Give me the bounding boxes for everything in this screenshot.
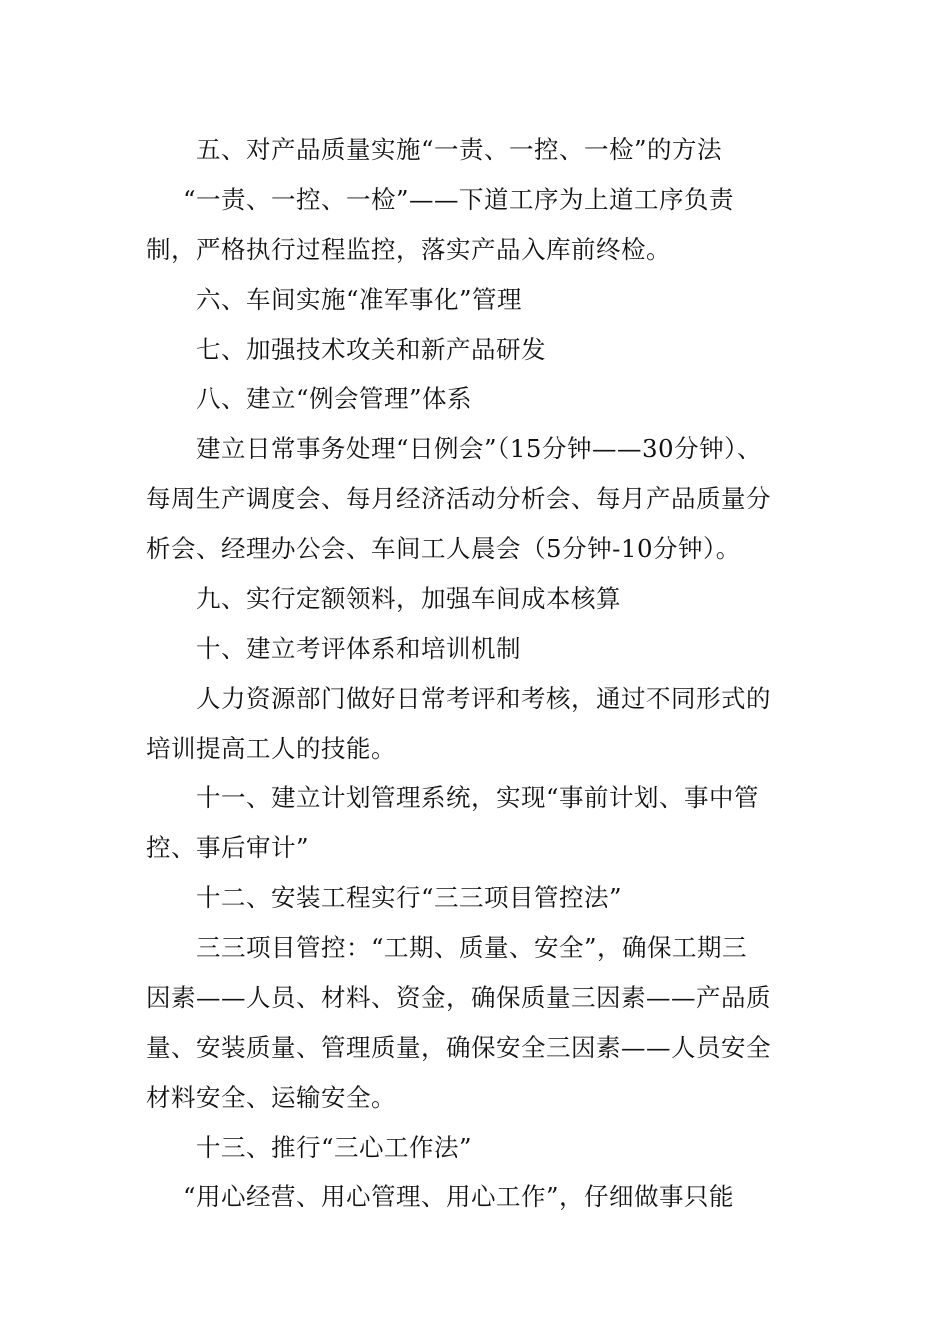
paragraph-line: 因素——人员、材料、资金，确保质量三因素——产品质 bbox=[146, 983, 771, 1012]
paragraph-line: 三三项目管控：“工期、质量、安全”，确保工期三 bbox=[196, 933, 748, 962]
paragraph-line: 每周生产调度会、每月经济活动分析会、每月产品质量分 bbox=[146, 484, 771, 513]
heading-eight: 八、建立“例会管理”体系 bbox=[196, 384, 473, 413]
heading-six: 六、车间实施“准军事化”管理 bbox=[196, 285, 523, 314]
heading-twelve: 十二、安装工程实行“三三项目管控法” bbox=[196, 883, 623, 912]
paragraph-line: 制，严格执行过程监控，落实产品入库前终检。 bbox=[146, 235, 671, 264]
heading-seven: 七、加强技术攻关和新产品研发 bbox=[196, 335, 546, 364]
paragraph-line: “用心经营、用心管理、用心工作”，仔细做事只能 bbox=[183, 1182, 735, 1211]
heading-five: 五、对产品质量实施“一责、一控、一检”的方法 bbox=[196, 135, 723, 164]
paragraph-line: 材料安全、运输安全。 bbox=[146, 1083, 396, 1112]
paragraph-line: 人力资源部门做好日常考评和考核，通过不同形式的 bbox=[196, 684, 771, 713]
paragraph-line: 建立日常事务处理“日例会”（15分钟——30分钟）、 bbox=[196, 434, 762, 463]
paragraph-line: 控、事后审计” bbox=[146, 833, 310, 862]
heading-thirteen: 十三、推行“三心工作法” bbox=[196, 1133, 473, 1162]
paragraph-line: “一责、一控、一检”——下道工序为上道工序负责 bbox=[183, 185, 735, 214]
heading-ten: 十、建立考评体系和培训机制 bbox=[196, 634, 521, 663]
paragraph-line: 量、安装质量、管理质量，确保安全三因素——人员安全 bbox=[146, 1033, 771, 1062]
heading-eleven: 十一、建立计划管理系统，实现“事前计划、事中管 bbox=[196, 783, 760, 812]
paragraph-line: 析会、经理办公会、车间工人晨会（5分钟-10分钟）。 bbox=[146, 534, 741, 563]
heading-nine: 九、实行定额领料，加强车间成本核算 bbox=[196, 584, 621, 613]
paragraph-line: 培训提高工人的技能。 bbox=[146, 734, 396, 763]
